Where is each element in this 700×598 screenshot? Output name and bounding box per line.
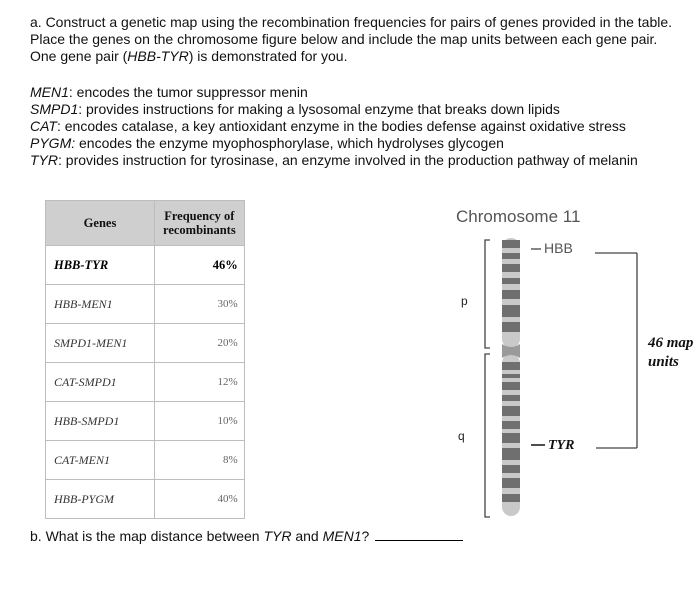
band (502, 305, 520, 317)
band (502, 322, 520, 332)
hbb-label: HBB (544, 240, 573, 256)
gene-text: : provides instruction for tyrosinase, an enzyme involved in the production pathway of melanin (58, 152, 638, 168)
question-b (30, 528, 463, 544)
p-arm-label: p (461, 294, 468, 308)
gene-text: : encodes the tumor suppressor menin (68, 84, 308, 100)
band (502, 421, 520, 429)
gene-pair-cell: CAT-SMPD1 (46, 363, 155, 402)
chromosome-body (502, 238, 520, 516)
header-genes: Genes (46, 201, 155, 246)
band (502, 494, 520, 502)
answer-blank[interactable] (375, 528, 463, 541)
frequency-cell: 12% (155, 363, 245, 402)
frequency-cell: 10% (155, 402, 245, 441)
frequency-cell: 8% (155, 441, 245, 480)
band (502, 264, 520, 272)
distance-label-line-1: 46 map (648, 335, 694, 351)
band (502, 478, 520, 488)
gene-text: encodes the enzyme myophosphorylase, which hydrolyses glycogen (75, 135, 504, 151)
band (502, 240, 520, 248)
frequency-cell: 46% (155, 246, 245, 285)
gene-pair-cell: HBB-SMPD1 (46, 402, 155, 441)
qb-post: ? (361, 528, 370, 544)
q-arm-bracket (485, 354, 490, 517)
qb-gene-2: MEN1 (322, 528, 362, 544)
gene-pair-cell: HBB-MEN1 (46, 285, 155, 324)
distance-label-line-2: units (648, 354, 679, 370)
gene-pair-cell: SMPD1-MEN1 (46, 324, 155, 363)
gene-pair-cell: CAT-MEN1 (46, 441, 155, 480)
gene-text: : encodes catalase, a key antioxidant enzyme in the bodies defense against oxidative stress (56, 118, 626, 134)
frequency-cell: 20% (155, 324, 245, 363)
qb-mid: and (291, 528, 323, 544)
band (502, 382, 520, 390)
line3-genes: HBB-TYR (127, 48, 189, 64)
p-arm-bracket (485, 240, 490, 348)
line3-post: ) is demonstrated for you. (188, 48, 348, 64)
band (502, 448, 520, 460)
band (502, 290, 520, 299)
gene-name: SMPD1 (30, 101, 79, 117)
header-frequency-line-2: recombinants (163, 223, 236, 237)
gene-pair-cell: HBB-TYR (46, 246, 155, 285)
q-arm-label: q (458, 429, 465, 443)
frequency-cell: 40% (155, 480, 245, 519)
qb-gene-1: TYR (263, 528, 292, 544)
band (502, 362, 520, 370)
gene-name: PYGM: (30, 135, 76, 151)
frequency-cell: 30% (155, 285, 245, 324)
gene-pair-cell: HBB-PYGM (46, 480, 155, 519)
gene-name: TYR (30, 152, 58, 168)
gene-name: MEN1 (30, 84, 69, 100)
qb-pre: b. What is the map distance between (30, 528, 264, 544)
band (502, 406, 520, 416)
band (502, 465, 520, 473)
question-a-line-2: Place the genes on the chromosome figure below and include the map units between each gene pair. (30, 31, 658, 47)
band (502, 278, 520, 284)
gene-name: CAT (30, 118, 57, 134)
band (502, 395, 520, 401)
band (502, 253, 520, 259)
band (502, 374, 520, 378)
gene-text: : provides instructions for making a lysosomal enzyme that breaks down lipids (78, 101, 560, 117)
question-a-line-1: a. Construct a genetic map using the recombination frequencies for pairs of genes provided in the table. (30, 14, 673, 30)
header-frequency-line-1: Frequency of (164, 209, 235, 223)
line3-pre: One gene pair ( (30, 48, 128, 64)
chromosome-title: Chromosome 11 (456, 207, 581, 226)
band (502, 433, 520, 443)
tyr-label: TYR (548, 438, 575, 453)
